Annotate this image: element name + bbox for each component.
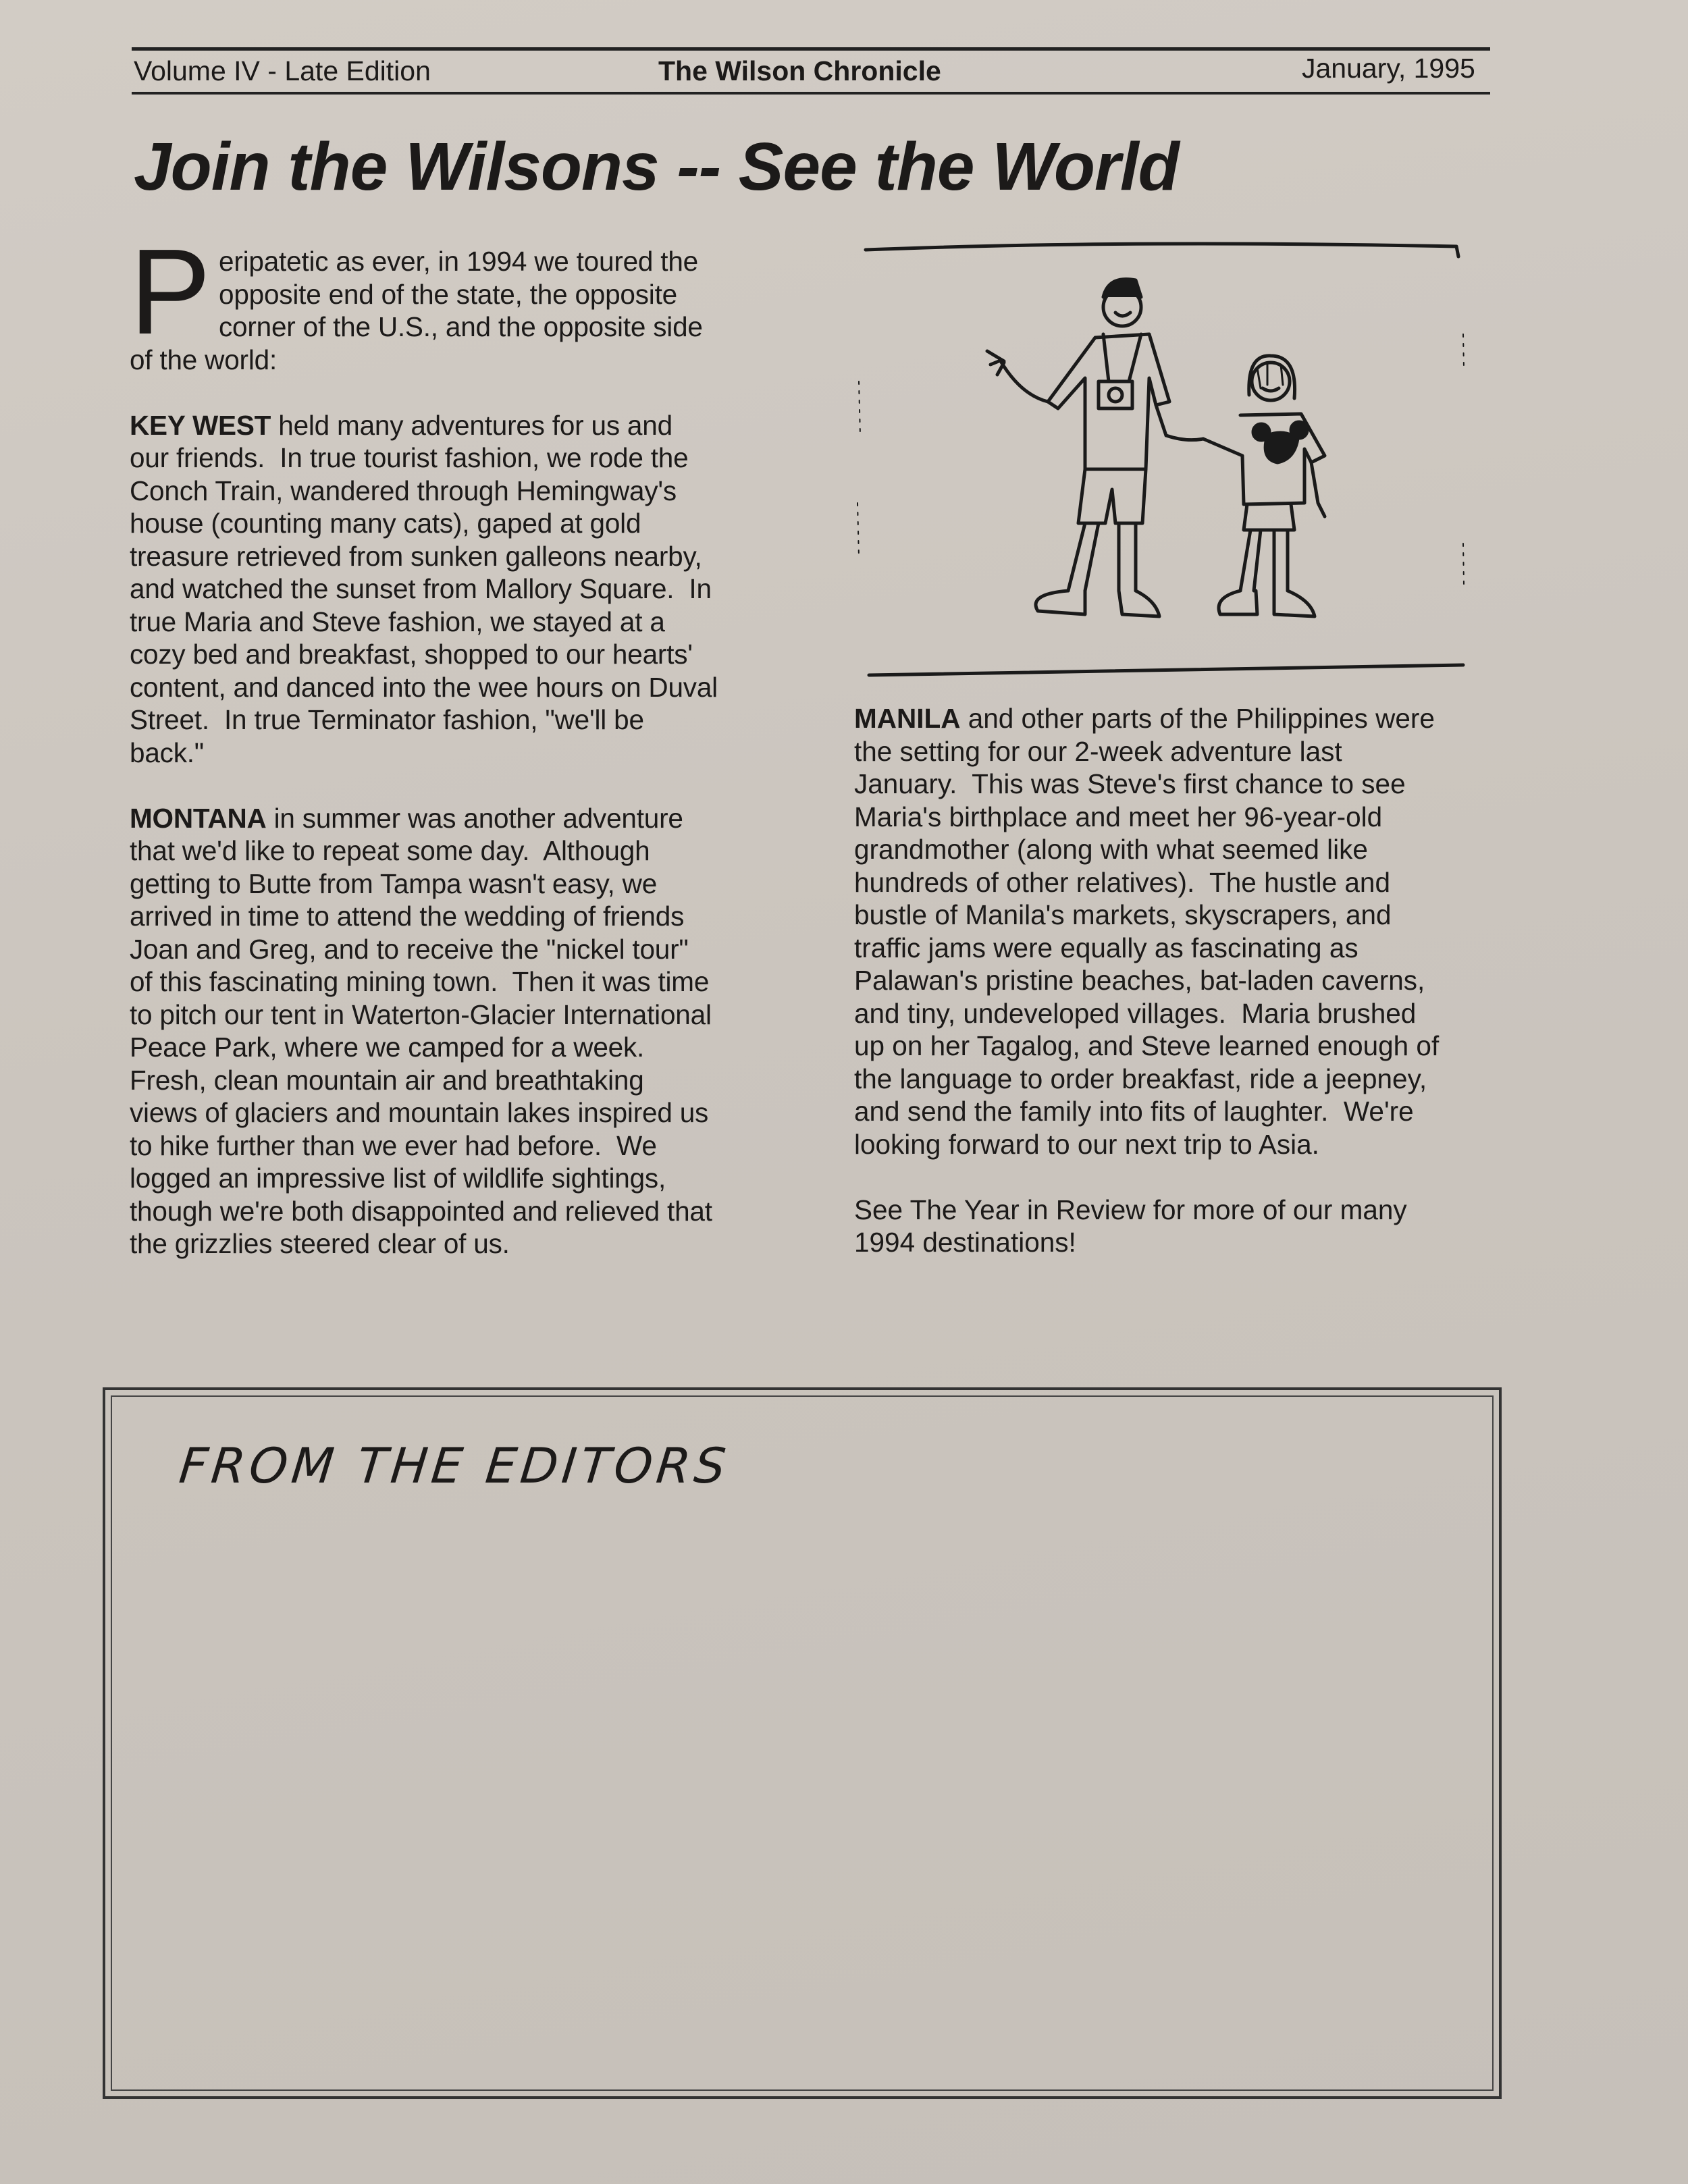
text-line-content: the grizzlies steered clear of us. — [130, 1228, 510, 1259]
text-line-content: house (counting many cats), gaped at gold — [130, 508, 641, 539]
text-line-content: Joan and Greg, and to receive the "nickel tour" — [130, 933, 689, 965]
text-line — [219, 278, 764, 311]
drop-cap: P — [130, 224, 211, 360]
text-line-content: Fresh, clean mountain air and breathtaking — [130, 1064, 644, 1096]
text-line — [130, 442, 764, 475]
text-line — [130, 606, 764, 639]
article-title: Join the Wilsons -- See the World — [134, 129, 1179, 205]
text-line — [854, 899, 1502, 932]
text-line — [219, 311, 764, 344]
text-line — [219, 245, 764, 278]
montana-paragraph — [130, 802, 764, 1260]
text-line — [130, 409, 764, 442]
text-line-content: arrived in time to attend the wedding of friends — [130, 901, 685, 932]
text-line — [130, 671, 764, 704]
text-line-content: to pitch our tent in Waterton-Glacier International — [130, 998, 712, 1030]
text-line-content: 1994 destinations! — [854, 1227, 1076, 1258]
text-line — [854, 1128, 1502, 1161]
text-line-content: Conch Train, wandered through Hemingway's — [130, 475, 677, 506]
text-line-content: back." — [130, 737, 204, 768]
text-line-content: to hike further than we ever had before. We — [130, 1129, 657, 1161]
text-line-content: views of glaciers and mountain lakes inspired us — [130, 1097, 709, 1128]
text-line — [130, 540, 764, 573]
text-line-content: the setting for our 2-week adventure last — [854, 735, 1342, 767]
text-line-content: held many adventures for us and — [271, 409, 672, 441]
text-line-content: logged an impressive list of wildlife sightings, — [130, 1163, 666, 1194]
text-line — [130, 965, 764, 998]
text-line — [130, 802, 764, 835]
text-line — [130, 998, 764, 1032]
text-line — [130, 1227, 764, 1260]
text-line — [854, 964, 1502, 997]
text-line — [854, 833, 1502, 866]
text-line — [130, 737, 764, 770]
text-line-content: bustle of Manila's markets, skyscrapers, and — [854, 899, 1392, 930]
text-line-content: of the world: — [130, 344, 278, 375]
text-line-content: the language to order breakfast, ride a jeepney, — [854, 1063, 1427, 1094]
header-publication: The Wilson Chronicle — [658, 55, 941, 86]
text-line — [130, 1064, 764, 1097]
text-line-content: of this fascinating mining town. Then it was time — [130, 966, 710, 997]
text-line — [130, 1195, 764, 1228]
text-line-content: that we'd like to repeat some day. Although — [130, 835, 650, 866]
text-line — [130, 1129, 764, 1163]
right-column — [854, 702, 1502, 1259]
text-line — [130, 834, 764, 868]
text-line — [854, 735, 1502, 768]
text-line — [854, 702, 1502, 735]
text-line-content: though we're both disappointed and relieved that — [130, 1195, 712, 1227]
text-line — [130, 344, 764, 377]
text-line-content: January. This was Steve's first chance to see — [854, 768, 1406, 799]
text-line — [130, 475, 764, 508]
text-line-content: and send the family into fits of laughter. We're — [854, 1096, 1414, 1127]
text-line — [130, 1162, 764, 1195]
text-line-content: looking forward to our next trip to Asia. — [854, 1128, 1319, 1160]
text-line-content: our friends. In true tourist fashion, we rode the — [130, 442, 689, 473]
text-line — [854, 1194, 1502, 1227]
text-line-content: eripatetic as ever, in 1994 we toured the — [219, 246, 699, 277]
text-line — [854, 866, 1502, 899]
header-date: January, 1995 — [1302, 53, 1475, 84]
text-line-content: traffic jams were equally as fascinating as — [854, 932, 1359, 963]
text-line — [854, 1095, 1502, 1128]
text-line-content: true Maria and Steve fashion, we stayed at a — [130, 606, 665, 637]
text-line — [130, 900, 764, 933]
text-line — [854, 1030, 1502, 1063]
section-lead: MONTANA — [130, 802, 267, 834]
text-line — [130, 1096, 764, 1129]
section-lead: KEY WEST — [130, 409, 271, 441]
text-line-content: grandmother (along with what seemed like — [854, 834, 1368, 865]
man-figure — [987, 279, 1169, 616]
text-line — [854, 1226, 1502, 1259]
text-line — [854, 768, 1502, 801]
header-top-rule — [132, 47, 1490, 51]
text-line — [130, 572, 764, 606]
text-line-content: Maria's birthplace and meet her 96-year-old — [854, 801, 1383, 832]
text-line-content: Street. In true Terminator fashion, "we'll be — [130, 704, 644, 735]
header-bottom-rule — [132, 92, 1490, 95]
text-line-content: treasure retrieved from sunken galleons nearby, — [130, 540, 702, 572]
text-line-content: cozy bed and breakfast, shopped to our hearts' — [130, 639, 693, 670]
travelers-illustration — [852, 233, 1473, 685]
header-volume: Volume IV - Late Edition — [134, 55, 431, 86]
text-line-content: See The Year in Review for more of our many — [854, 1194, 1407, 1225]
text-line — [130, 1031, 764, 1064]
text-line — [130, 868, 764, 901]
text-line-content: hundreds of other relatives). The hustle and — [854, 866, 1390, 898]
text-line — [130, 703, 764, 737]
text-line — [854, 997, 1502, 1030]
key-west-paragraph — [130, 409, 764, 770]
manila-paragraph — [854, 702, 1502, 1161]
text-line-content: and watched the sunset from Mallory Square. In — [130, 573, 712, 604]
from-the-editors-box — [103, 1387, 1502, 2099]
text-line-content: Peace Park, where we camped for a week. — [130, 1032, 645, 1063]
text-line-content: and tiny, undeveloped villages. Maria brushed — [854, 997, 1417, 1029]
text-line-content: corner of the U.S., and the opposite side — [219, 311, 703, 342]
girl-figure — [1203, 356, 1325, 616]
text-line-content: content, and danced into the wee hours on Duval — [130, 671, 718, 703]
text-line-content: getting to Butte from Tampa wasn't easy, we — [130, 868, 658, 899]
text-line — [130, 933, 764, 966]
text-line — [854, 932, 1502, 965]
text-line — [854, 1063, 1502, 1096]
editors-box-title: FROM THE EDITORS — [176, 1437, 733, 1494]
text-line-content: opposite end of the state, the opposite — [219, 278, 677, 310]
intro-paragraph — [130, 224, 764, 376]
text-line-content: in summer was another adventure — [266, 802, 683, 834]
text-line — [854, 801, 1502, 834]
left-column — [130, 224, 764, 1260]
editors-box-inner-border — [111, 1395, 1494, 2091]
text-line — [130, 638, 764, 671]
closing-paragraph — [854, 1194, 1502, 1259]
text-line — [130, 507, 764, 540]
text-line-content: up on her Tagalog, and Steve learned enough of — [854, 1030, 1440, 1061]
text-line-content: and other parts of the Philippines were — [960, 703, 1435, 734]
text-line-content: Palawan's pristine beaches, bat-laden caverns, — [854, 965, 1425, 996]
section-lead: MANILA — [854, 703, 961, 734]
